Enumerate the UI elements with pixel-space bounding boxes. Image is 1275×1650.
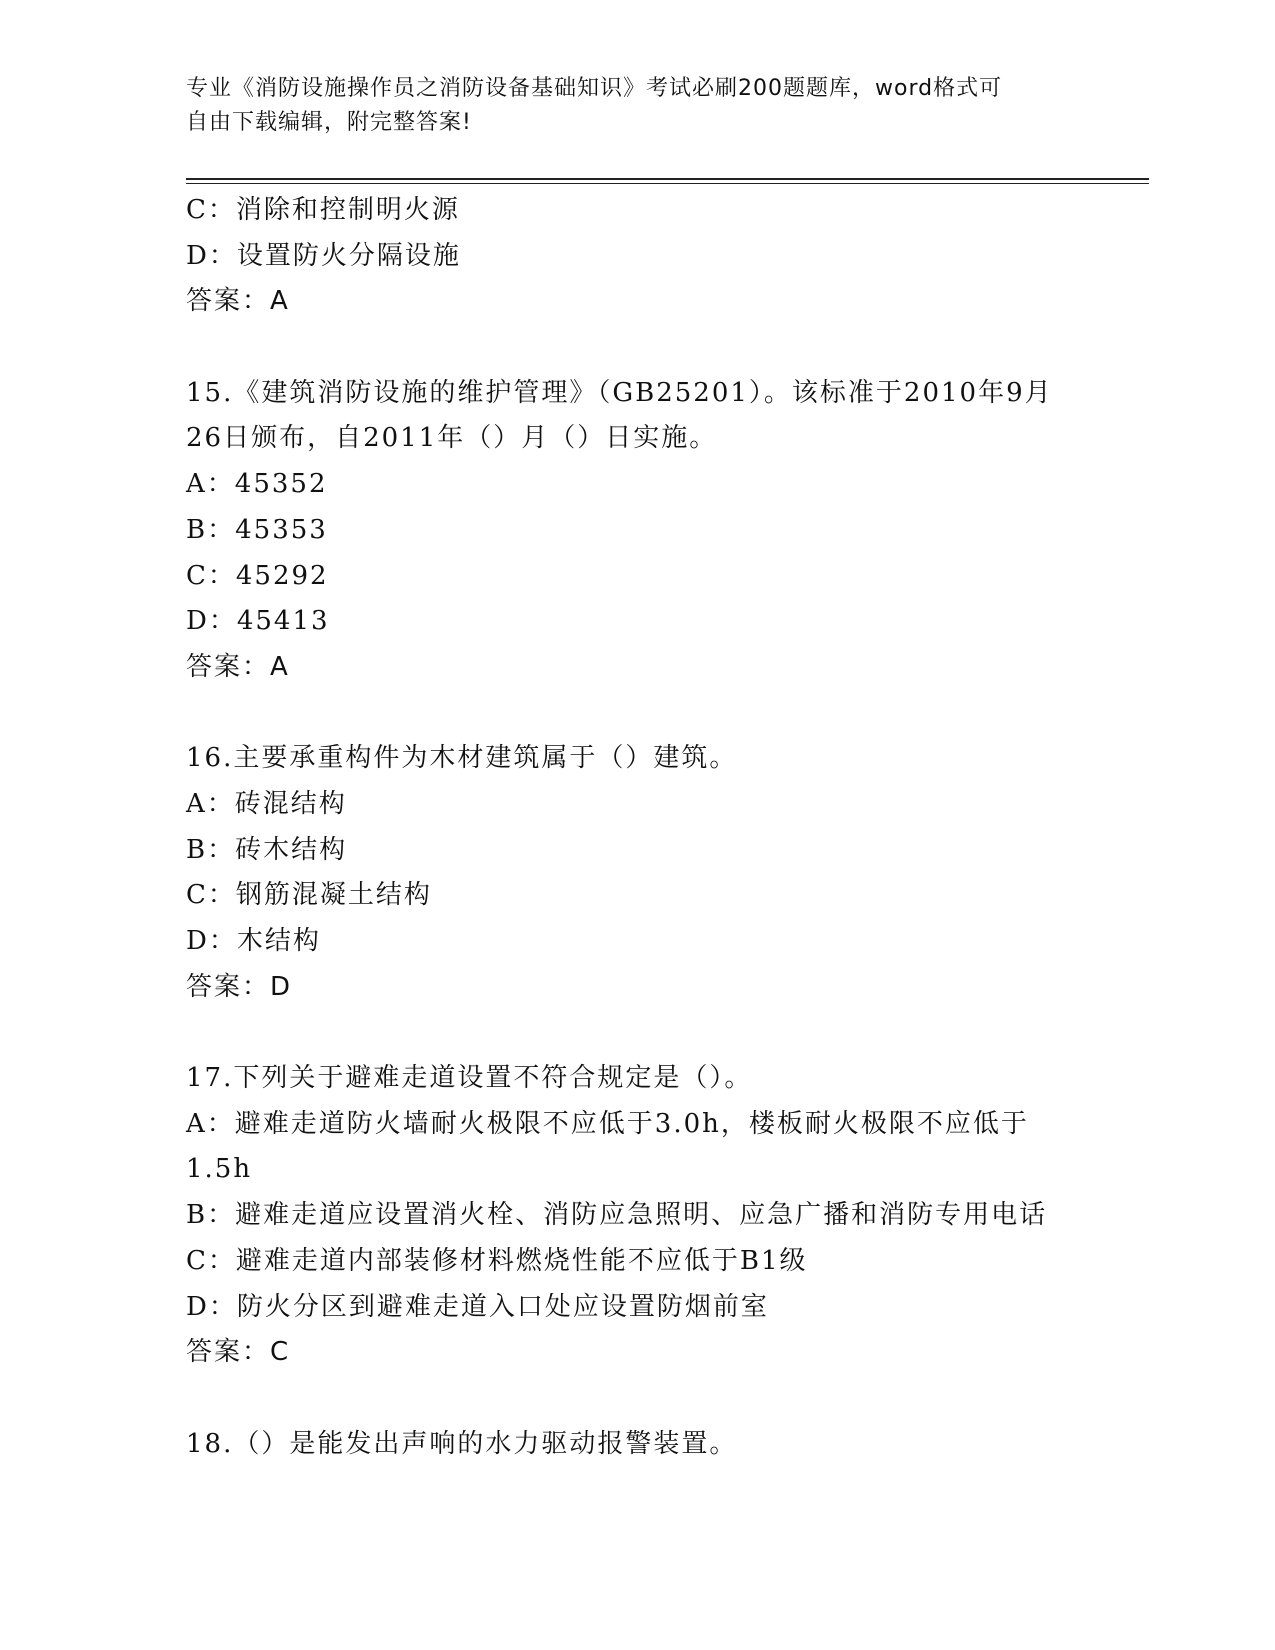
question-15-option-c: C：45292 — [186, 560, 329, 591]
question-16-option-c: C：钢筋混凝土结构 — [186, 880, 432, 911]
question-15-answer: 答案：A — [186, 651, 290, 682]
header-line-1: 专业《消防设施操作员之消防设备基础知识》考试必刷200题题库，word格式可 — [186, 76, 1003, 101]
question-17-option-a-continued: 1.5h — [186, 1154, 253, 1185]
question-17-option-d: D：防火分区到避难走道入口处应设置防烟前室 — [186, 1291, 769, 1322]
question-17-option-b: B：避难走道应设置消火栓、消防应急照明、应急广播和消防专用电话 — [186, 1200, 1048, 1231]
option-d: D：设置防火分隔设施 — [186, 240, 461, 271]
question-15-stem-line-2: 26日颁布，自2011年（）月（）日实施。 — [186, 423, 718, 454]
question-15-option-d: D：45413 — [186, 606, 330, 637]
question-16-answer: 答案：D — [186, 971, 293, 1002]
question-17-stem: 17.下列关于避难走道设置不符合规定是（）。 — [186, 1063, 753, 1094]
question-16-option-b: B：砖木结构 — [186, 834, 348, 865]
question-15-option-a: A：45352 — [186, 469, 328, 500]
option-c: C：消除和控制明火源 — [186, 195, 460, 225]
question-15-option-b: B：45353 — [186, 514, 328, 545]
header-line-2: 自由下载编辑，附完整答案! — [186, 110, 472, 135]
question-15-stem-line-1: 15.《建筑消防设施的维护管理》（GB25201）。该标准于2010年9月 — [186, 377, 1053, 408]
question-17-option-a: A：避难走道防火墙耐火极限不应低于3.0h，楼板耐火极限不应低于 — [186, 1108, 1029, 1139]
answer-line: 答案：A — [186, 286, 290, 317]
question-16-stem: 16.主要承重构件为木材建筑属于（）建筑。 — [186, 743, 738, 774]
question-16-option-d: D：木结构 — [186, 926, 321, 956]
spacer — [186, 325, 1149, 371]
spacer — [186, 1376, 1149, 1422]
question-content — [186, 188, 1149, 1467]
header-divider — [186, 178, 1149, 184]
question-17-answer: 答案：C — [186, 1337, 291, 1368]
question-17-option-c: C：避难走道内部装修材料燃烧性能不应低于B1级 — [186, 1245, 808, 1276]
spacer — [186, 1010, 1149, 1056]
spacer — [186, 691, 1149, 737]
document-header — [186, 72, 1066, 140]
question-18-stem: 18.（）是能发出声响的水力驱动报警装置。 — [186, 1428, 738, 1459]
question-16-option-a: A：砖混结构 — [186, 788, 347, 819]
